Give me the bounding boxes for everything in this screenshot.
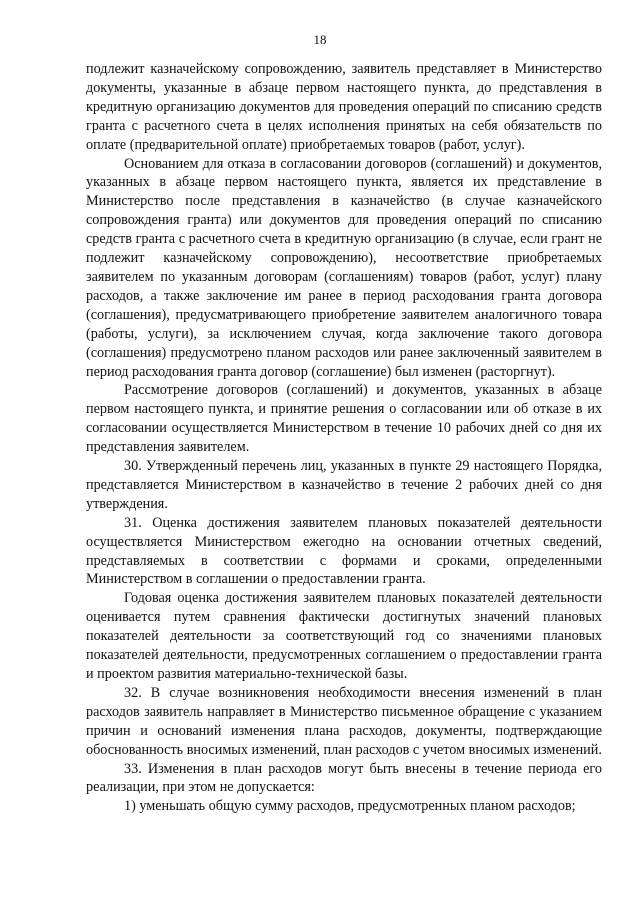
paragraph-continuation: подлежит казначейскому сопровождению, заявитель представляет в Министерство документы, указанные в абзаце первом настоящего пункта, до представления в кредитную организацию документов для проведения операций по списанию средств гранта с расчетного счета в целях исполнения принятых на себя обязательств по оплате (предварительной оплате) приобретаемых товаров (работ, услуг). xyxy=(86,61,602,153)
paragraph-subitem-1: 1) уменьшать общую сумму расходов, предусмотренных планом расходов; xyxy=(124,798,576,815)
paragraph-clause-31: 31. Оценка достижения заявителем плановых показателей деятельности осуществляется Министерством ежегодно на основании отчетных сведений, представляемых в соответствии с формами и сроками, определенными Министерством в соглашении о предоставлении гранта. xyxy=(86,514,602,588)
paragraph-refusal-grounds: Основанием для отказа в согласовании договоров (соглашений) и документов, указанных в абзаце первом настоящего пункта, является их представление в Министерство после представления в казначейство (в случае казначейского сопровождения гранта) или документов для проведения операций по списанию средств гранта с расчетного счета в кредитную организацию (в случае, если грант не подлежит казначейскому сопровождению), несоответствие приобретаемых заявителем по указанным договорам (соглашениям) товаров (работ, услуг) плану расходов, а также заключение им ранее в период расходования гранта договора (соглашения), предусматривающего приобретение заявителем аналогичного товара (работы, услуги), за исключением случая, когда заключение такого договора (соглашения) предусмотрено планом расходов или ранее заключенный заявителем в период расходования гранта договор (соглашение) был изменен (расторгнут). xyxy=(86,155,602,380)
paragraph-clause-32: 32. В случае возникновения необходимости внесения изменений в план расходов заявитель направляет в Министерство письменное обращение с указанием причин и оснований изменения плана расходов, документы, подтверждающие обоснованность вносимых изменений, план расходов с учетом вносимых изменений. xyxy=(86,684,602,758)
page-number: 18 xyxy=(313,32,327,47)
paragraph-annual-assessment: Годовая оценка достижения заявителем плановых показателей деятельности оценивается путем сравнения фактически достигнутых значений плановых показателей деятельности за соответствующий год со значениями плановых показателей деятельности, предусмотренных соглашением о предоставлении гранта и проектом развития материально-технической базы. xyxy=(86,590,602,682)
document-body xyxy=(86,60,602,816)
paragraph-review-terms: Рассмотрение договоров (соглашений) и документов, указанных в абзаце первом настоящего пункта, и принятие решения о согласовании или об отказе в их согласовании осуществляется Министерством в течение 10 рабочих дней со дня их представления заявителем. xyxy=(86,382,602,456)
paragraph-clause-33: 33. Изменения в план расходов могут быть внесены в течение периода его реализации, при этом не допускается: xyxy=(86,760,602,796)
paragraph-clause-30: 30. Утвержденный перечень лиц, указанных в пункте 29 настоящего Порядка, представляется Министерством в казначейство в течение 2 рабочих дней со дня утверждения. xyxy=(86,458,602,512)
